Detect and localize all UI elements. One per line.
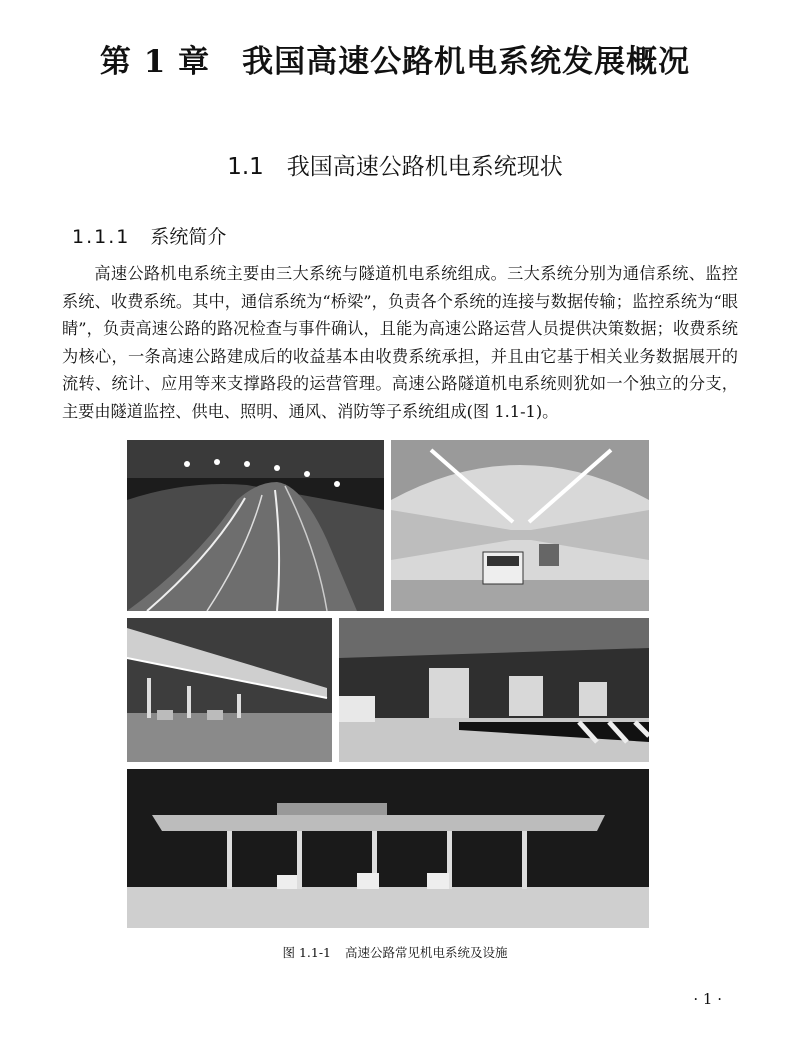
body-paragraph: 高速公路机电系统主要由三大系统与隧道机电系统组成。三大系统分别为通信系统、监控系统、收费系统。其中，通信系统为“桥梁”，负责各个系统的连接与数据传输；监控系统为“眼睛”，负责高速公路的路况检查与事件确认，且能为高速公路运营人员提供决策数据；收费系统为核心，一条高速公路建成后的收益基本由收费系统承担，并且由它基于相关业务数据展开的流转、统计、应用等来支撑路段的运营管理。高速公路隧道机电系统则犹如一个独立的分支，主要由隧道监控、供电、照明、通风、消防等子系统组成(图 1.1-1)。 <box>62 264 738 421</box>
figure-photo-collage <box>127 440 649 928</box>
figure-caption-text: 高速公路常见机电系统及设施 <box>345 945 508 960</box>
page-number: · 1 · <box>693 990 722 1008</box>
photo-toll-booths <box>339 618 649 762</box>
subsection-number: 1.1.1 <box>72 226 131 248</box>
photo-toll-station <box>127 769 649 928</box>
photo-tunnel <box>391 440 649 611</box>
figure-caption <box>0 943 790 961</box>
photo-toll-plaza-left <box>127 618 332 762</box>
figure-number: 图 1.1-1 <box>282 945 331 960</box>
section-title: 1.1 我国高速公路机电系统现状 <box>227 154 563 180</box>
photo-highway-night <box>127 440 384 611</box>
subsection-title: 系统简介 <box>150 226 227 248</box>
chapter-title: 第 1 章 我国高速公路机电系统发展概况 <box>99 44 691 80</box>
subsection-heading <box>72 222 226 249</box>
